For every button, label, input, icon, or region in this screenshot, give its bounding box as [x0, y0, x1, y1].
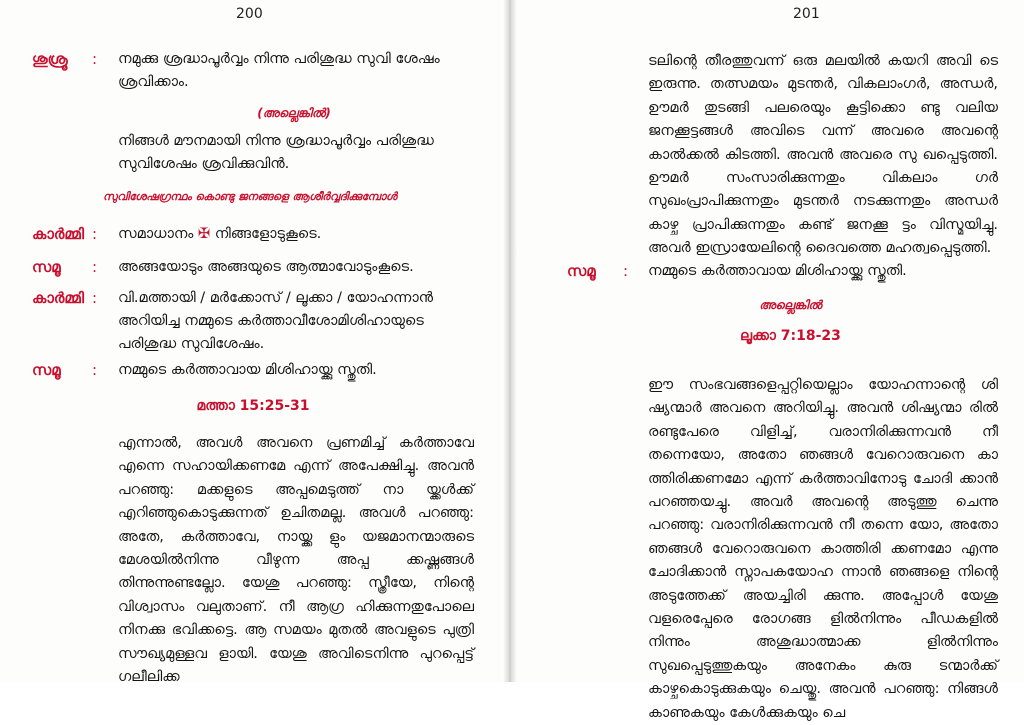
cross-icon: ✠ [197, 226, 211, 242]
congregation-praise: നമ്മുടെ കർത്താവായ മിശിഹായ്ക്കു സ്തുതി. [648, 263, 907, 279]
alternate-text: നിങ്ങൾ മൗനമായി നിന്നു ശ്രദ്ധാപൂർവ്വം പരിശുദ്ധ സുവിശേഷം ശ്രവിക്കുവിൻ. [118, 133, 434, 172]
speaker-label: കാർമ്മി [32, 289, 85, 307]
reading-heading: ലൂക്കാ 7:18-23 [740, 328, 841, 344]
congregation-praise: നമ്മുടെ കർത്താവായ മിശിഹായ്ക്കു സ്തുതി. [118, 362, 377, 378]
speaker-label: ശുശ്രൂ [32, 50, 68, 68]
speaker-label: സമൂ [32, 258, 61, 276]
rubric-or: അല്ലെങ്കിൽ [759, 298, 822, 312]
reading-text: എന്നാൽ, അവൾ അവനെ പ്രണമിച്ച് കർത്താവേ എന്നെ സഹായിക്കണമേ എന്ന് അപേക്ഷിച്ചു. അവൻ പറഞ്ഞു: മക്കളുടെ അപ്പമെടുത്ത് നാ യ്ക്കൾക്ക് എറിഞ്ഞുകൊടുക്കുന്നത് ഉചിതമല്ല. അവൾ പറഞ്ഞു: അതേ, കർത്താവേ, നായ്ക്ക ളും യജമാനന്മാരുടെ മേശയിൽനിന്നു വീഴുന്ന അപ്പ ക്കഷ്ണങ്ങൾ തിന്നുന്നുണ്ടല്ലോ. യേശു പറഞ്ഞു: സ്ത്രീയേ, നിന്റെ വിശ്വാസം വലുതാണ്. നീ ആഗ്ര ഹിക്കുന്നതുപോലെ നിനക്കു ഭവിക്കട്ടെ. ആ സമയം മുതൽ അവളുടെ പുത്രി സൗഖ്യമുള്ളവ ളായി. യേശു അവിടെനിന്നു പുറപ്പെട്ട് ഗലീലിക്ക [118, 435, 474, 686]
priest-greeting: സമാധാനം ✠ നിങ്ങളോടുകൂടെ. [118, 226, 322, 242]
right-page [515, 0, 1024, 721]
deacon-text: നമുക്കു ശ്രദ്ധാപൂർവ്വം നിന്നു പരിശുദ്ധ സുവി ശേഷം ശ്രവിക്കാം. [118, 51, 440, 90]
separator: : [92, 361, 98, 379]
gospel-announcement: വി.മത്തായി / മർക്കോസ് / ലൂക്കാ / യോഹന്നാൻ അറിയിച്ച നമ്മുടെ കർത്താവീശോമിശിഹായുടെ പരിശുദ്ധ സുവിശേഷം. [118, 290, 434, 352]
speaker-label: സമൂ [567, 262, 596, 280]
separator: : [92, 289, 98, 307]
reading-text: ഈ സംഭവങ്ങളെപ്പറ്റിയെല്ലാം യോഹന്നാന്റെ ശി ഷ്യന്മാർ അവനെ അറിയിച്ചു. അവൻ ശിഷ്യന്മാ രിൽ രണ്ടുപേരെ വിളിച്ച്, വരാനിരിക്കുന്നവൻ നീ തന്നെയോ, അതോ ഞങ്ങൾ വേറൊരുവനെ കാ ത്തിരിക്കണമോ എന്ന് കർത്താവിനോടു ചോദി ക്കാൻ പറഞ്ഞയച്ചു. അവർ അവന്റെ അടുത്തു ചെന്നു പറഞ്ഞു: വരാനിരിക്കുന്നവൻ നീ തന്നെ യോ, അതോ ഞങ്ങൾ വേറൊരുവനെ കാത്തിരി ക്കണമോ എന്നു ചോദിക്കാൻ സ്നാപകയോഹ ന്നാൻ ഞങ്ങളെ നിന്റെ അടുത്തേക്ക് അയച്ചിരി ക്കുന്നു. അപ്പോൾ യേശു വളരെപ്പേരെ രോഗങ്ങ ളിൽനിന്നും പീഡകളിൽ നിന്നും അശുദ്ധാത്മാക്ക ളിൽനിന്നും സുഖപ്പെടുത്തുകയും അനേകം കുരു ടന്മാർക്ക് കാഴ്ചകൊടുക്കുകയും ചെയ്തു. അവൻ പറഞ്ഞു: നിങ്ങൾ കാണുകയും കേൾക്കുകയും ചെ [648, 377, 998, 721]
separator: : [92, 225, 98, 243]
separator: : [92, 50, 98, 68]
congregation-response: അങ്ങയോടും അങ്ങയുടെ ആത്മാവോടുംകൂടെ. [118, 259, 414, 275]
separator: : [92, 258, 98, 276]
speaker-label: കാർമ്മി [32, 225, 85, 243]
page-number: 200 [236, 6, 263, 22]
rubric-or: (അല്ലെങ്കിൽ) [257, 106, 331, 120]
page-number: 201 [793, 6, 820, 22]
reading-heading: മത്താ 15:25-31 [196, 398, 310, 414]
speaker-label: സമൂ [32, 361, 61, 379]
left-page [0, 0, 505, 686]
reading-continued: ടലിന്റെ തീരത്തുവന്ന് ഒരു മലയിൽ കയറി അവി ടെ ഇരുന്നു. തത്സമയം മുടന്തർ, വികലാംഗർ, അന്ധർ, ഊമർ തുടങ്ങി പലരെയും കൂട്ടിക്കൊ ണ്ടു വലിയ ജനക്കൂട്ടങ്ങൾ അവിടെ വന്ന് അവരെ അവന്റെ കാൽക്കൽ കിടത്തി. അവൻ അവരെ സു ഖപ്പെടുത്തി. ഊമർ സംസാരിക്കുന്നതും വികലാം ഗർ സുഖംപ്രാപിക്കുന്നതും മുടന്തർ നടക്കുന്നതും അന്ധർ കാഴ്ച പ്രാപിക്കുന്നതും കണ്ട് ജനക്കൂ ട്ടം വിസ്മയിച്ചു. അവർ ഇസ്രായേലിന്റെ ദൈവത്തെ മഹത്വപ്പെടുത്തി. [648, 53, 998, 257]
separator: : [623, 262, 629, 280]
rubric-blessing: സുവിശേഷഗ്രന്ഥം കൊണ്ടു ജനങ്ങളെ ആശീർവ്വദിക്കുമ്പോൾ [103, 190, 397, 203]
